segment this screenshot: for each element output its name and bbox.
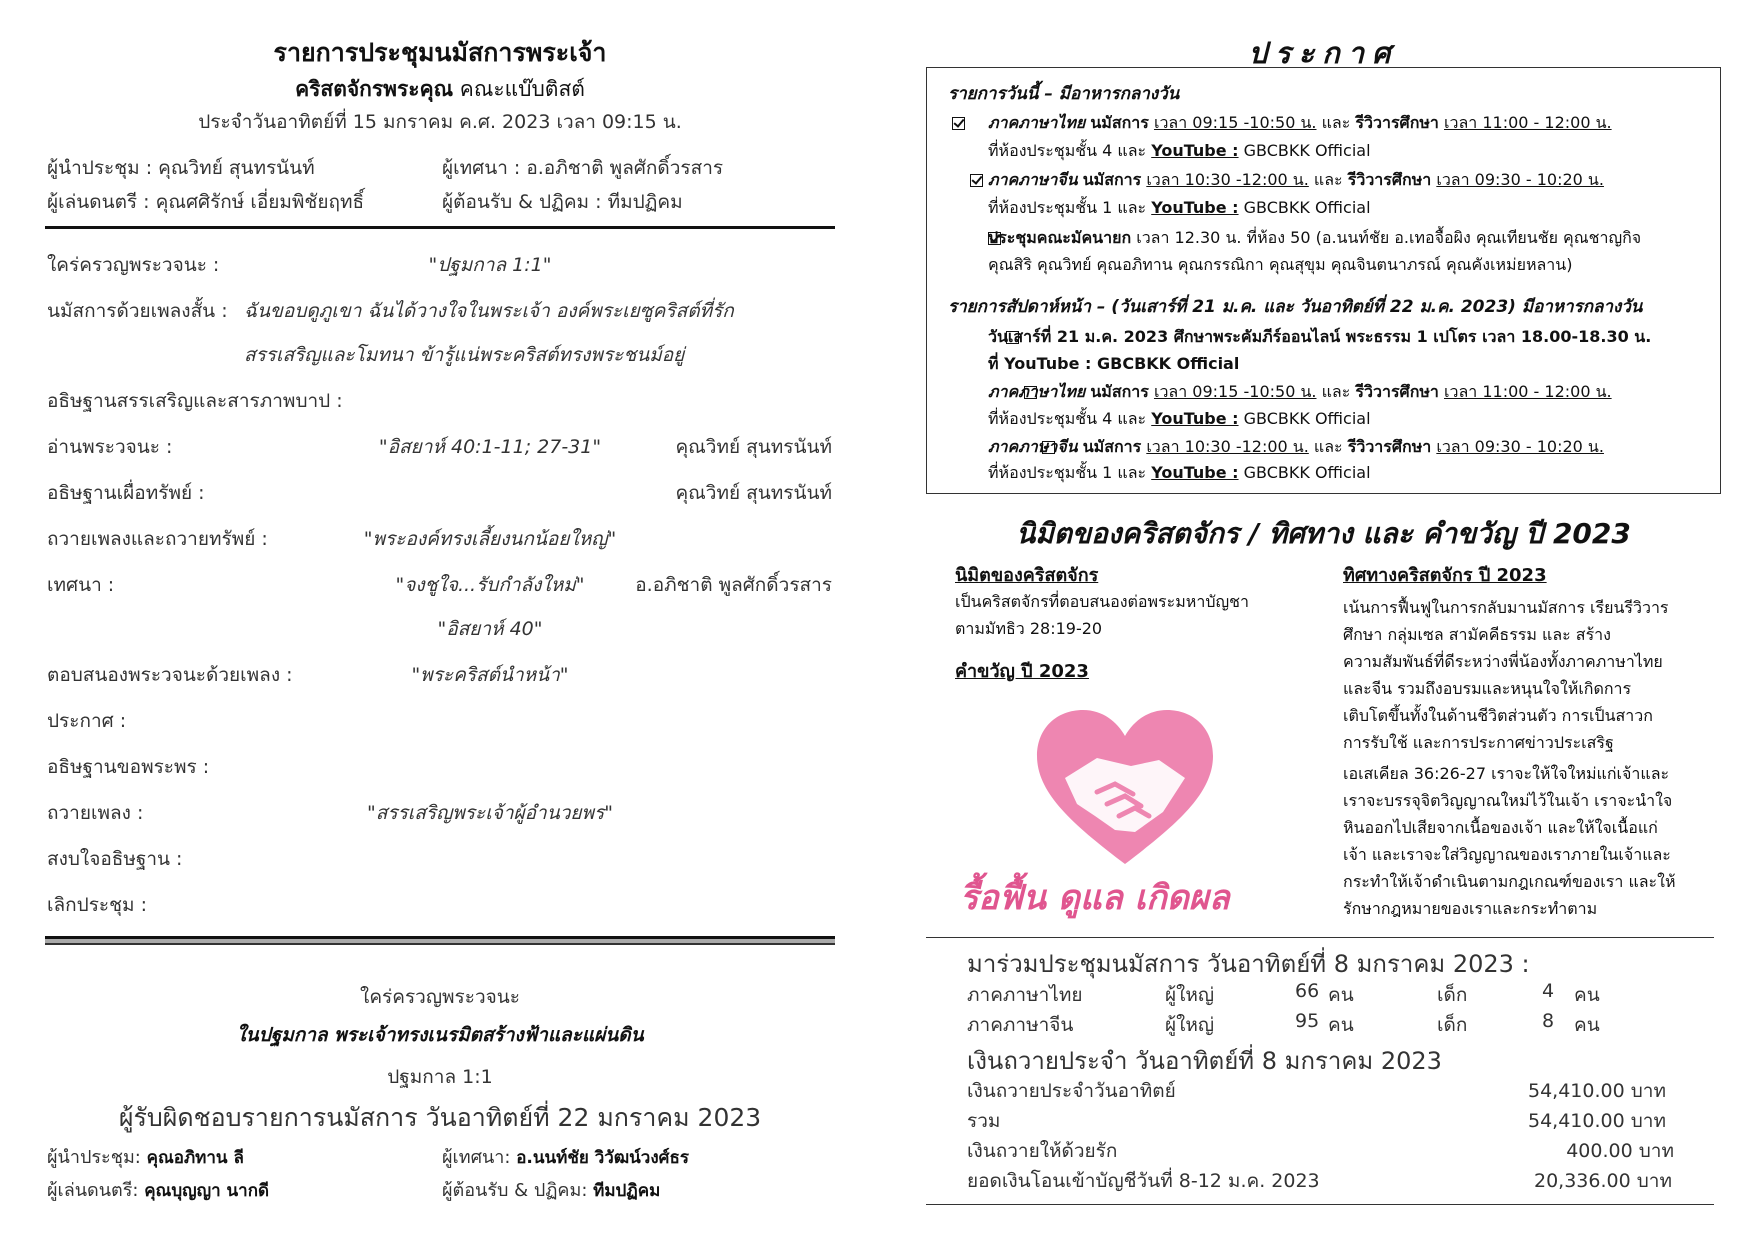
order-label: นมัสการด้วยเพลงสั้น : (47, 300, 228, 322)
next-chinese-line2 (988, 461, 1371, 486)
today-thai-line1 (988, 111, 1612, 136)
order-center: ฉันขอบดูภูเขา ฉันได้วางใจในพระเจ้า องค์พระเยซูคริสต์ที่รัก (244, 300, 734, 322)
order-label: สงบใจอธิษฐาน : (47, 848, 183, 870)
worship-time: เวลา 10:30 -12:00 น. (1146, 437, 1309, 456)
study-time: เวลา 09:30 - 10:20 น. (1436, 437, 1604, 456)
worship-label: นมัสการ (1090, 113, 1149, 132)
handshake-heart-icon (1035, 708, 1215, 870)
attendance-title: มาร่วมประชุมนมัสการ วันอาทิตย์ที่ 8 มกราคม 2023 : (967, 950, 1530, 978)
order-center: "สรรเสริญพระเจ้าผู้อำนวยพร" (367, 802, 613, 824)
header-divider (45, 226, 835, 229)
order-right: คุณวิทย์ สุนทรนันท์ (675, 436, 832, 458)
next-usher-name: ทีมปฏิคม (593, 1181, 661, 1201)
adult-label: ผู้ใหญ่ (1165, 1014, 1215, 1036)
next-usher (442, 1175, 660, 1204)
today-chinese-line2 (988, 196, 1371, 221)
next-chinese-line1 (988, 435, 1604, 460)
next-week-heading: รายการสัปดาห์หน้า – (วันเสาร์ที่ 21 ม.ค. และ วันอาทิตย์ที่ 22 ม.ค. 2023) มีอาหารกลางวัน (948, 297, 1643, 317)
place-text: ที่ห้องประชุมชั้น 1 และ (988, 198, 1147, 217)
study-label: รีวิวารศึกษา (1347, 437, 1432, 456)
next-leader-name: คุณอภิทาน ลี (146, 1148, 244, 1168)
direction-line: เน้นการฟื้นฟูในการกลับมานมัสการ เรียนรีวิวาร (1343, 598, 1669, 617)
next-leader-label: ผู้นำประชุม: (47, 1147, 141, 1168)
order-center: "อิสยาห์ 40:1-11; 27-31" (378, 436, 602, 458)
group-label: ภาคภาษาไทย (988, 113, 1086, 132)
direction-line: ความสัมพันธ์ที่ดีระหว่างพี่น้องทั้งภาคภาษาไทย (1343, 652, 1663, 671)
study-label: รีวิวารศึกษา (1355, 382, 1439, 401)
today-chinese-line1 (988, 168, 1604, 193)
next-leader (47, 1142, 244, 1171)
order-label: อธิษฐานสรรเสริญและสารภาพบาป : (47, 390, 343, 412)
order-right: คุณวิทย์ สุนทรนันท์ (675, 482, 832, 504)
vision-heading: นิมิตของคริสตจักร (955, 565, 1099, 586)
vision-text-2: ตามมัทธิว 28:19-20 (955, 619, 1103, 638)
scripture-line: หินออกไปเสียจากเนื้อของเจ้า และให้ใจเนื้อแก่ (1343, 818, 1658, 837)
attendance-group: ภาคภาษาไทย (967, 984, 1083, 1006)
checkbox-icon (970, 174, 983, 187)
order-label: ตอบสนองพระวจนะด้วยเพลง : (47, 664, 293, 686)
next-musician-label: ผู้เล่นดนตรี: (47, 1180, 139, 1201)
meditation-heading: ใคร่ครวญพระวจนะ (360, 986, 520, 1008)
order-center: "ปฐมกาล 1:1" (428, 254, 552, 276)
adult-count: 66 (1295, 980, 1320, 1002)
offering-label: รวม (967, 1110, 1001, 1132)
youtube-channel: GBCBKK Official (1243, 141, 1371, 160)
offering-amount: 54,410.00 บาท (1528, 1080, 1666, 1102)
motto-logo-text: รื้อฟื้น ดูแล เกิดผล (960, 878, 1230, 918)
and-text: และ (1313, 437, 1343, 456)
direction-line: ศึกษา กลุ่มเซล สามัคคีธรรม และ สร้าง (1343, 625, 1611, 644)
bulletin-title: รายการประชุมนมัสการพระเจ้า (273, 38, 607, 67)
direction-line: เติบโตขึ้นทั้งในด้านชีวิตส่วนตัว การเป็นสาวก (1343, 706, 1653, 725)
checkbox-icon (952, 117, 965, 130)
order-center: "จงชูใจ...รับกำลังใหม่" (395, 574, 585, 596)
study-label: รีวิวารศึกษา (1355, 113, 1439, 132)
church-name: คริสตจักรพระคุณ (295, 77, 454, 101)
vision-section-title: นิมิตของคริสตจักร / ทิศทาง และ คำขวัญ ปี 2023 (1016, 517, 1631, 550)
youtube-label: YouTube : (1151, 463, 1239, 482)
youtube-label: YouTube : (1151, 409, 1239, 428)
offering-label: เงินถวายให้ด้วยรัก (967, 1140, 1118, 1162)
study-time: เวลา 09:30 - 10:20 น. (1436, 170, 1604, 189)
order-label: เทศนา : (47, 574, 115, 596)
saturday-line2: ที่ YouTube : GBCBKK Official (988, 354, 1240, 373)
next-thai-line1 (988, 380, 1612, 405)
meditation-verse: ในปฐมกาล พระเจ้าทรงเนรมิตสร้างฟ้าและแผ่นดิน (236, 1024, 644, 1046)
worship-label: นมัสการ (1090, 382, 1149, 401)
stats-divider-bottom (926, 1204, 1714, 1205)
direction-text (1343, 594, 1703, 756)
child-count: 8 (1542, 1010, 1555, 1032)
next-preacher-label: ผู้เทศนา: (442, 1147, 511, 1168)
motto-heading: คำขวัญ ปี 2023 (955, 661, 1089, 682)
meditation-reference: ปฐมกาล 1:1 (387, 1066, 493, 1088)
order-center: "พระคริสต์นำหน้า" (411, 664, 569, 686)
order-label: อ่านพระวจนะ : (47, 436, 173, 458)
and-text: และ (1313, 170, 1343, 189)
service-preacher: ผู้เทศนา : อ.อภิชาติ พูลศักดิ์วรสาร (442, 157, 724, 179)
youtube-channel: GBCBKK Official (1243, 198, 1371, 217)
youtube-label: YouTube : (1151, 141, 1239, 160)
youtube-channel: GBCBKK Official (1243, 463, 1371, 482)
section-divider (45, 936, 835, 945)
worship-time: เวลา 09:15 -10:50 น. (1153, 382, 1317, 401)
next-musician (47, 1175, 269, 1204)
order-label: เลิกประชุม : (47, 894, 147, 916)
offering-amount: 54,410.00 บาท (1528, 1110, 1666, 1132)
worship-time: เวลา 09:15 -10:50 น. (1153, 113, 1317, 132)
denomination: คณะแบ๊บติสต์ (459, 77, 585, 101)
today-heading: รายการวันนี้ – มีอาหารกลางวัน (948, 84, 1180, 104)
deacons-title: ประชุมคณะมัคนายก (988, 228, 1132, 247)
scripture-text (1343, 760, 1703, 922)
child-label: เด็ก (1437, 1014, 1468, 1036)
study-label: รีวิวารศึกษา (1347, 170, 1432, 189)
place-text: ที่ห้องประชุมชั้น 1 และ (988, 463, 1147, 482)
next-week-staff-title: ผู้รับผิดชอบรายการนมัสการ วันอาทิตย์ที่ 22 มกราคม 2023 (118, 1103, 762, 1132)
group-label: ภาคภาษาจีน (988, 170, 1078, 189)
deacons-line2: คุณสิริ คุณวิทย์ คุณอภิทาน คุณกรรณิกา คุณสุขุม คุณจินตนาภรณ์ คุณคังเหม่ยหลาน) (988, 255, 1573, 274)
service-date: ประจำวันอาทิตย์ที่ 15 มกราคม ค.ศ. 2023 เวลา 09:15 น. (198, 111, 682, 133)
place-text: ที่ห้องประชุมชั้น 4 และ (988, 409, 1147, 428)
scripture-line: เอเสเคียล 36:26-27 เราจะให้ใจใหม่แก่เจ้าและ (1343, 764, 1670, 783)
direction-line: และจีน รวมถึงอบรมและหนุนใจให้เกิดการ (1343, 679, 1632, 698)
next-preacher (442, 1142, 689, 1171)
service-usher: ผู้ต้อนรับ & ปฏิคม : ทีมปฏิคม (442, 191, 683, 213)
service-leader: ผู้นำประชุม : คุณวิทย์ สุนทรนันท์ (47, 157, 315, 179)
deacons-line1 (988, 226, 1641, 251)
deacons-details: เวลา 12.30 น. ที่ห้อง 50 (อ.นนท์ชัย อ.เทอจื้อผิง คุณเทียนชัย คุณชาญกิจ (1136, 228, 1642, 247)
stats-divider-top (926, 937, 1714, 938)
worship-label: นมัสการ (1082, 437, 1142, 456)
order-label: ถวายเพลง : (47, 802, 144, 824)
direction-line: การรับใช้ และการประกาศข่าวประเสริฐ (1343, 733, 1614, 752)
next-musician-name: คุณบุญญา นากดี (144, 1181, 270, 1201)
and-text: และ (1321, 113, 1351, 132)
adult-count: 95 (1295, 1010, 1320, 1032)
order-label: ประกาศ : (47, 710, 127, 732)
order-label: อธิษฐานขอพระพร : (47, 756, 210, 778)
next-preacher-name: อ.นนท์ชัย วิวัฒน์วงศ์ธร (516, 1148, 689, 1168)
order-right: อ.อภิชาติ พูลศักดิ์วรสาร (635, 574, 832, 596)
scripture-line: เจ้า และเราจะใส่วิญญาณของเราภายในเจ้าและ (1343, 845, 1671, 864)
worship-label: นมัสการ (1082, 170, 1142, 189)
next-usher-label: ผู้ต้อนรับ & ปฏิคม: (442, 1180, 588, 1201)
church-name-line (45, 73, 835, 106)
offering-label: ยอดเงินโอนเข้าบัญชีวันที่ 8-12 ม.ค. 2023 (967, 1170, 1320, 1192)
offering-title: เงินถวายประจำ วันอาทิตย์ที่ 8 มกราคม 2023 (967, 1047, 1442, 1075)
child-count: 4 (1542, 980, 1555, 1002)
study-time: เวลา 11:00 - 12:00 น. (1444, 113, 1612, 132)
worship-time: เวลา 10:30 -12:00 น. (1146, 170, 1309, 189)
scripture-line: เราจะบรรจุจิตวิญญาณใหม่ไว้ในเจ้า เราจะนำใจ (1343, 791, 1673, 810)
order-label: ถวายเพลงและถวายทรัพย์ : (47, 528, 268, 550)
adult-label: ผู้ใหญ่ (1165, 984, 1215, 1006)
group-label: ภาคภาษาจีน (988, 437, 1078, 456)
scripture-line: รักษากฎหมายของเราและกระทำตาม (1343, 899, 1598, 918)
study-time: เวลา 11:00 - 12:00 น. (1444, 382, 1612, 401)
group-label: ภาคภาษาไทย (988, 382, 1086, 401)
child-label: เด็ก (1437, 984, 1468, 1006)
unit-label: คน (1328, 1014, 1354, 1036)
youtube-label: YouTube : (1151, 198, 1239, 217)
unit-label: คน (1574, 1014, 1600, 1036)
offering-amount: 400.00 บาท (1566, 1140, 1674, 1162)
order-label: อธิษฐานเผื่อทรัพย์ : (47, 482, 205, 504)
unit-label: คน (1574, 984, 1600, 1006)
offering-label: เงินถวายประจำวันอาทิตย์ (967, 1080, 1176, 1102)
saturday-line1: วันเสาร์ที่ 21 ม.ค. 2023 ศึกษาพระคัมภีร์ออนไลน์ พระธรรม 1 เปโตร เวลา 18.00-18.30 น. (988, 327, 1652, 346)
service-musician: ผู้เล่นดนตรี : คุณศศิรักษ์ เอี่ยมพิชัยฤทธิ์ (47, 191, 365, 213)
direction-heading: ทิศทางคริสตจักร ปี 2023 (1343, 565, 1547, 586)
attendance-group: ภาคภาษาจีน (967, 1014, 1074, 1036)
place-text: ที่ห้องประชุมชั้น 4 และ (988, 141, 1147, 160)
order-center: "พระองค์ทรงเลี้ยงนกน้อยใหญ่" (363, 528, 617, 550)
scripture-line: กระทำให้เจ้าดำเนินตามกฎเกณฑ์ของเรา และให้ (1343, 872, 1676, 891)
today-thai-line2 (988, 139, 1371, 164)
order-center: สรรเสริญและโมทนา ข้ารู้แน่พระคริสต์ทรงพระชนม์อยู่ (244, 344, 685, 366)
and-text: และ (1321, 382, 1351, 401)
next-thai-line2 (988, 407, 1371, 432)
offering-amount: 20,336.00 บาท (1534, 1170, 1672, 1192)
announcements-title: ประกาศ (1248, 36, 1399, 70)
order-center: "อิสยาห์ 40" (437, 618, 543, 640)
vision-text-1: เป็นคริสตจักรที่ตอบสนองต่อพระมหาบัญชา (955, 592, 1249, 611)
unit-label: คน (1328, 984, 1354, 1006)
order-label: ใคร่ครวญพระวจนะ : (47, 254, 220, 276)
youtube-channel: GBCBKK Official (1243, 409, 1371, 428)
